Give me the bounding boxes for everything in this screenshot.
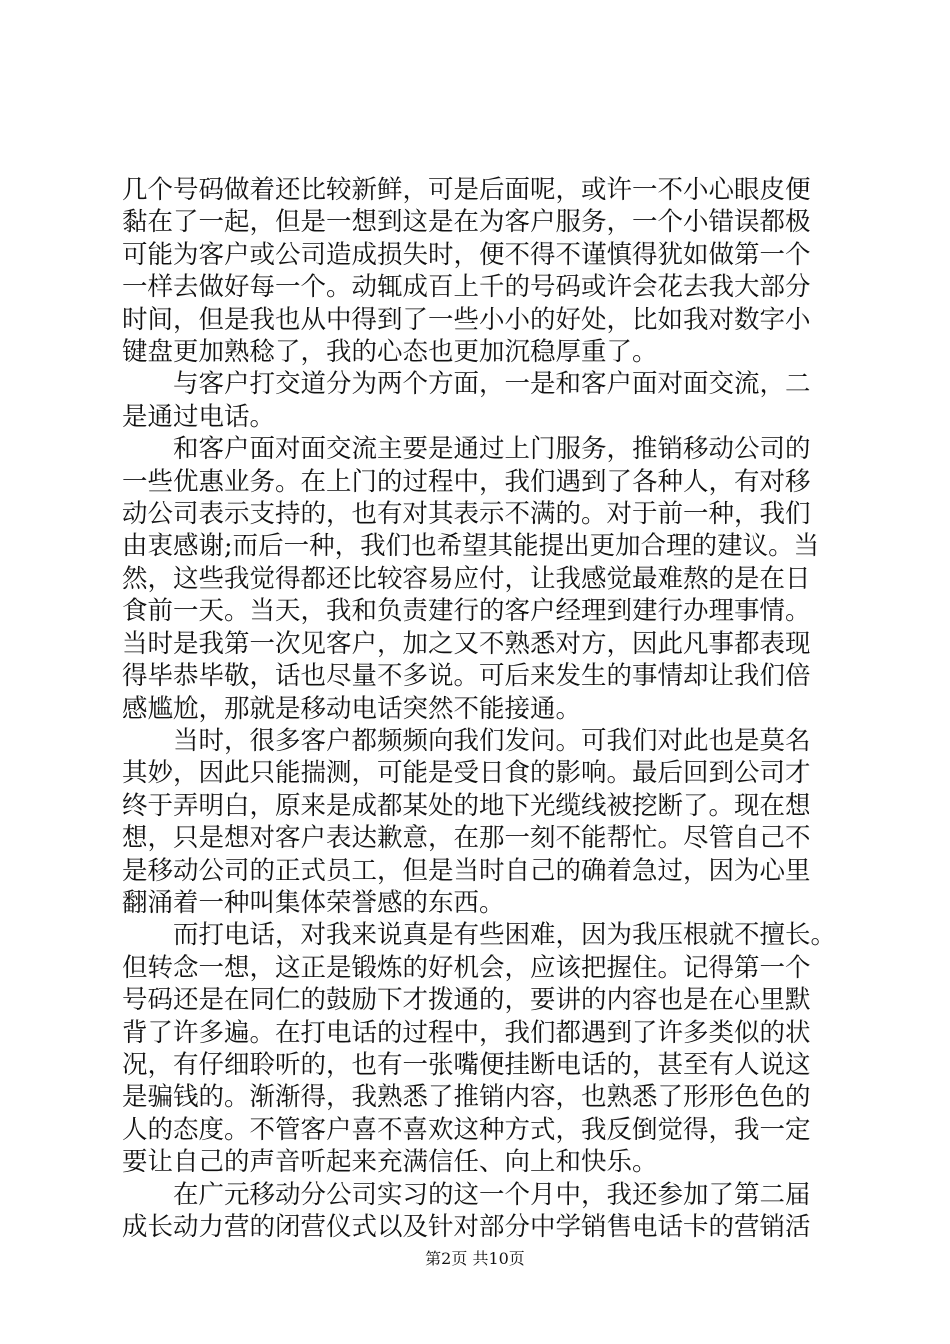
paragraph-line: 其妙，因此只能揣测，可能是受日食的影响。最后回到公司才: [122, 758, 811, 789]
paragraph-line: 人的态度。不管客户喜不喜欢这种方式，我反倒觉得，我一定: [122, 1114, 811, 1145]
paragraph-line: 与客户打交道分为两个方面，一是和客户面对面交流，二: [173, 369, 811, 400]
paragraph-line: 由衷感谢;而后一种，我们也希望其能提出更加合理的建议。当: [122, 531, 820, 562]
paragraph-4: [122, 725, 842, 919]
paragraph-line: 得毕恭毕敬，话也尽量不多说。可后来发生的事情却让我们倍: [122, 661, 811, 692]
paragraph-line: 黏在了一起，但是一想到这是在为客户服务，一个小错误都极: [122, 207, 811, 238]
paragraph-line: 一些优惠业务。在上门的过程中，我们遇到了各种人，有对移: [122, 466, 811, 497]
paragraph-line: 当时是我第一次见客户，加之又不熟悉对方，因此凡事都表现: [122, 628, 811, 659]
paragraph-line: 键盘更加熟稔了，我的心态也更加沉稳厚重了。: [122, 337, 658, 368]
paragraph-line: 当时，很多客户都频频向我们发问。可我们对此也是莫名: [173, 725, 811, 756]
paragraph-line: 和客户面对面交流主要是通过上门服务，推销移动公司的: [173, 434, 811, 465]
paragraph-line: 背了许多遍。在打电话的过程中，我们都遇到了许多类似的状: [122, 1017, 811, 1048]
paragraph-line: 翻涌着一种叫集体荣誉感的东西。: [122, 887, 505, 918]
paragraph-line: 一样去做好每一个。动辄成百上千的号码或许会花去我大部分: [122, 272, 811, 303]
paragraph-line: 是骗钱的。渐渐得，我熟悉了推销内容，也熟悉了形形色色的: [122, 1082, 811, 1113]
paragraph-line: 动公司表示支持的，也有对其表示不满的。对于前一种，我们: [122, 499, 811, 530]
paragraph-line: 然，这些我觉得都还比较容易应付，让我感觉最难熬的是在日: [122, 563, 811, 594]
paragraph-line: 是通过电话。: [122, 401, 276, 432]
paragraph-line: 几个号码做着还比较新鲜，可是后面呢，或许一不小心眼皮便: [122, 175, 811, 205]
paragraph-1: [122, 174, 842, 368]
paragraph-line: 时间，但是我也从中得到了一些小小的好处，比如我对数字小: [122, 304, 811, 335]
page-number-footer: 第2页 共10页: [425, 1249, 525, 1268]
paragraph-2: [122, 368, 842, 433]
paragraph-line: 感尴尬，那就是移动电话突然不能接通。: [122, 693, 582, 724]
paragraph-line: 终于弄明白，原来是成都某处的地下光缆线被挖断了。现在想: [122, 790, 811, 821]
paragraph-line: 而打电话，对我来说真是有些困难，因为我压根就不擅长。: [173, 920, 837, 951]
paragraph-line: 是移动公司的正式员工，但是当时自己的确着急过，因为心里: [122, 855, 811, 886]
paragraph-line: 要让自己的声音听起来充满信任、向上和快乐。: [122, 1147, 658, 1178]
paragraph-5: [122, 919, 842, 1178]
paragraph-line: 可能为客户或公司造成损失时，便不得不谨慎得犹如做第一个: [122, 239, 811, 270]
paragraph-line: 食前一天。当天，我和负责建行的客户经理到建行办理事情。: [122, 596, 811, 627]
paragraph-3: [122, 433, 842, 725]
paragraph-line: 想，只是想对客户表达歉意，在那一刻不能帮忙。尽管自己不: [122, 823, 811, 854]
paragraph-line: 在广元移动分公司实习的这一个月中，我还参加了第二届: [173, 1179, 811, 1210]
document-body: [122, 174, 842, 1243]
paragraph-line: 但转念一想，这正是锻炼的好机会，应该把握住。记得第一个: [122, 952, 811, 983]
paragraph-line: 号码还是在同仁的鼓励下才拨通的，要讲的内容也是在心里默: [122, 985, 811, 1016]
paragraph-6: [122, 1179, 842, 1244]
paragraph-line: 况，有仔细聆听的，也有一张嘴便挂断电话的，甚至有人说这: [122, 1049, 811, 1080]
paragraph-line: 成长动力营的闭营仪式以及针对部分中学销售电话卡的营销活: [122, 1212, 811, 1242]
